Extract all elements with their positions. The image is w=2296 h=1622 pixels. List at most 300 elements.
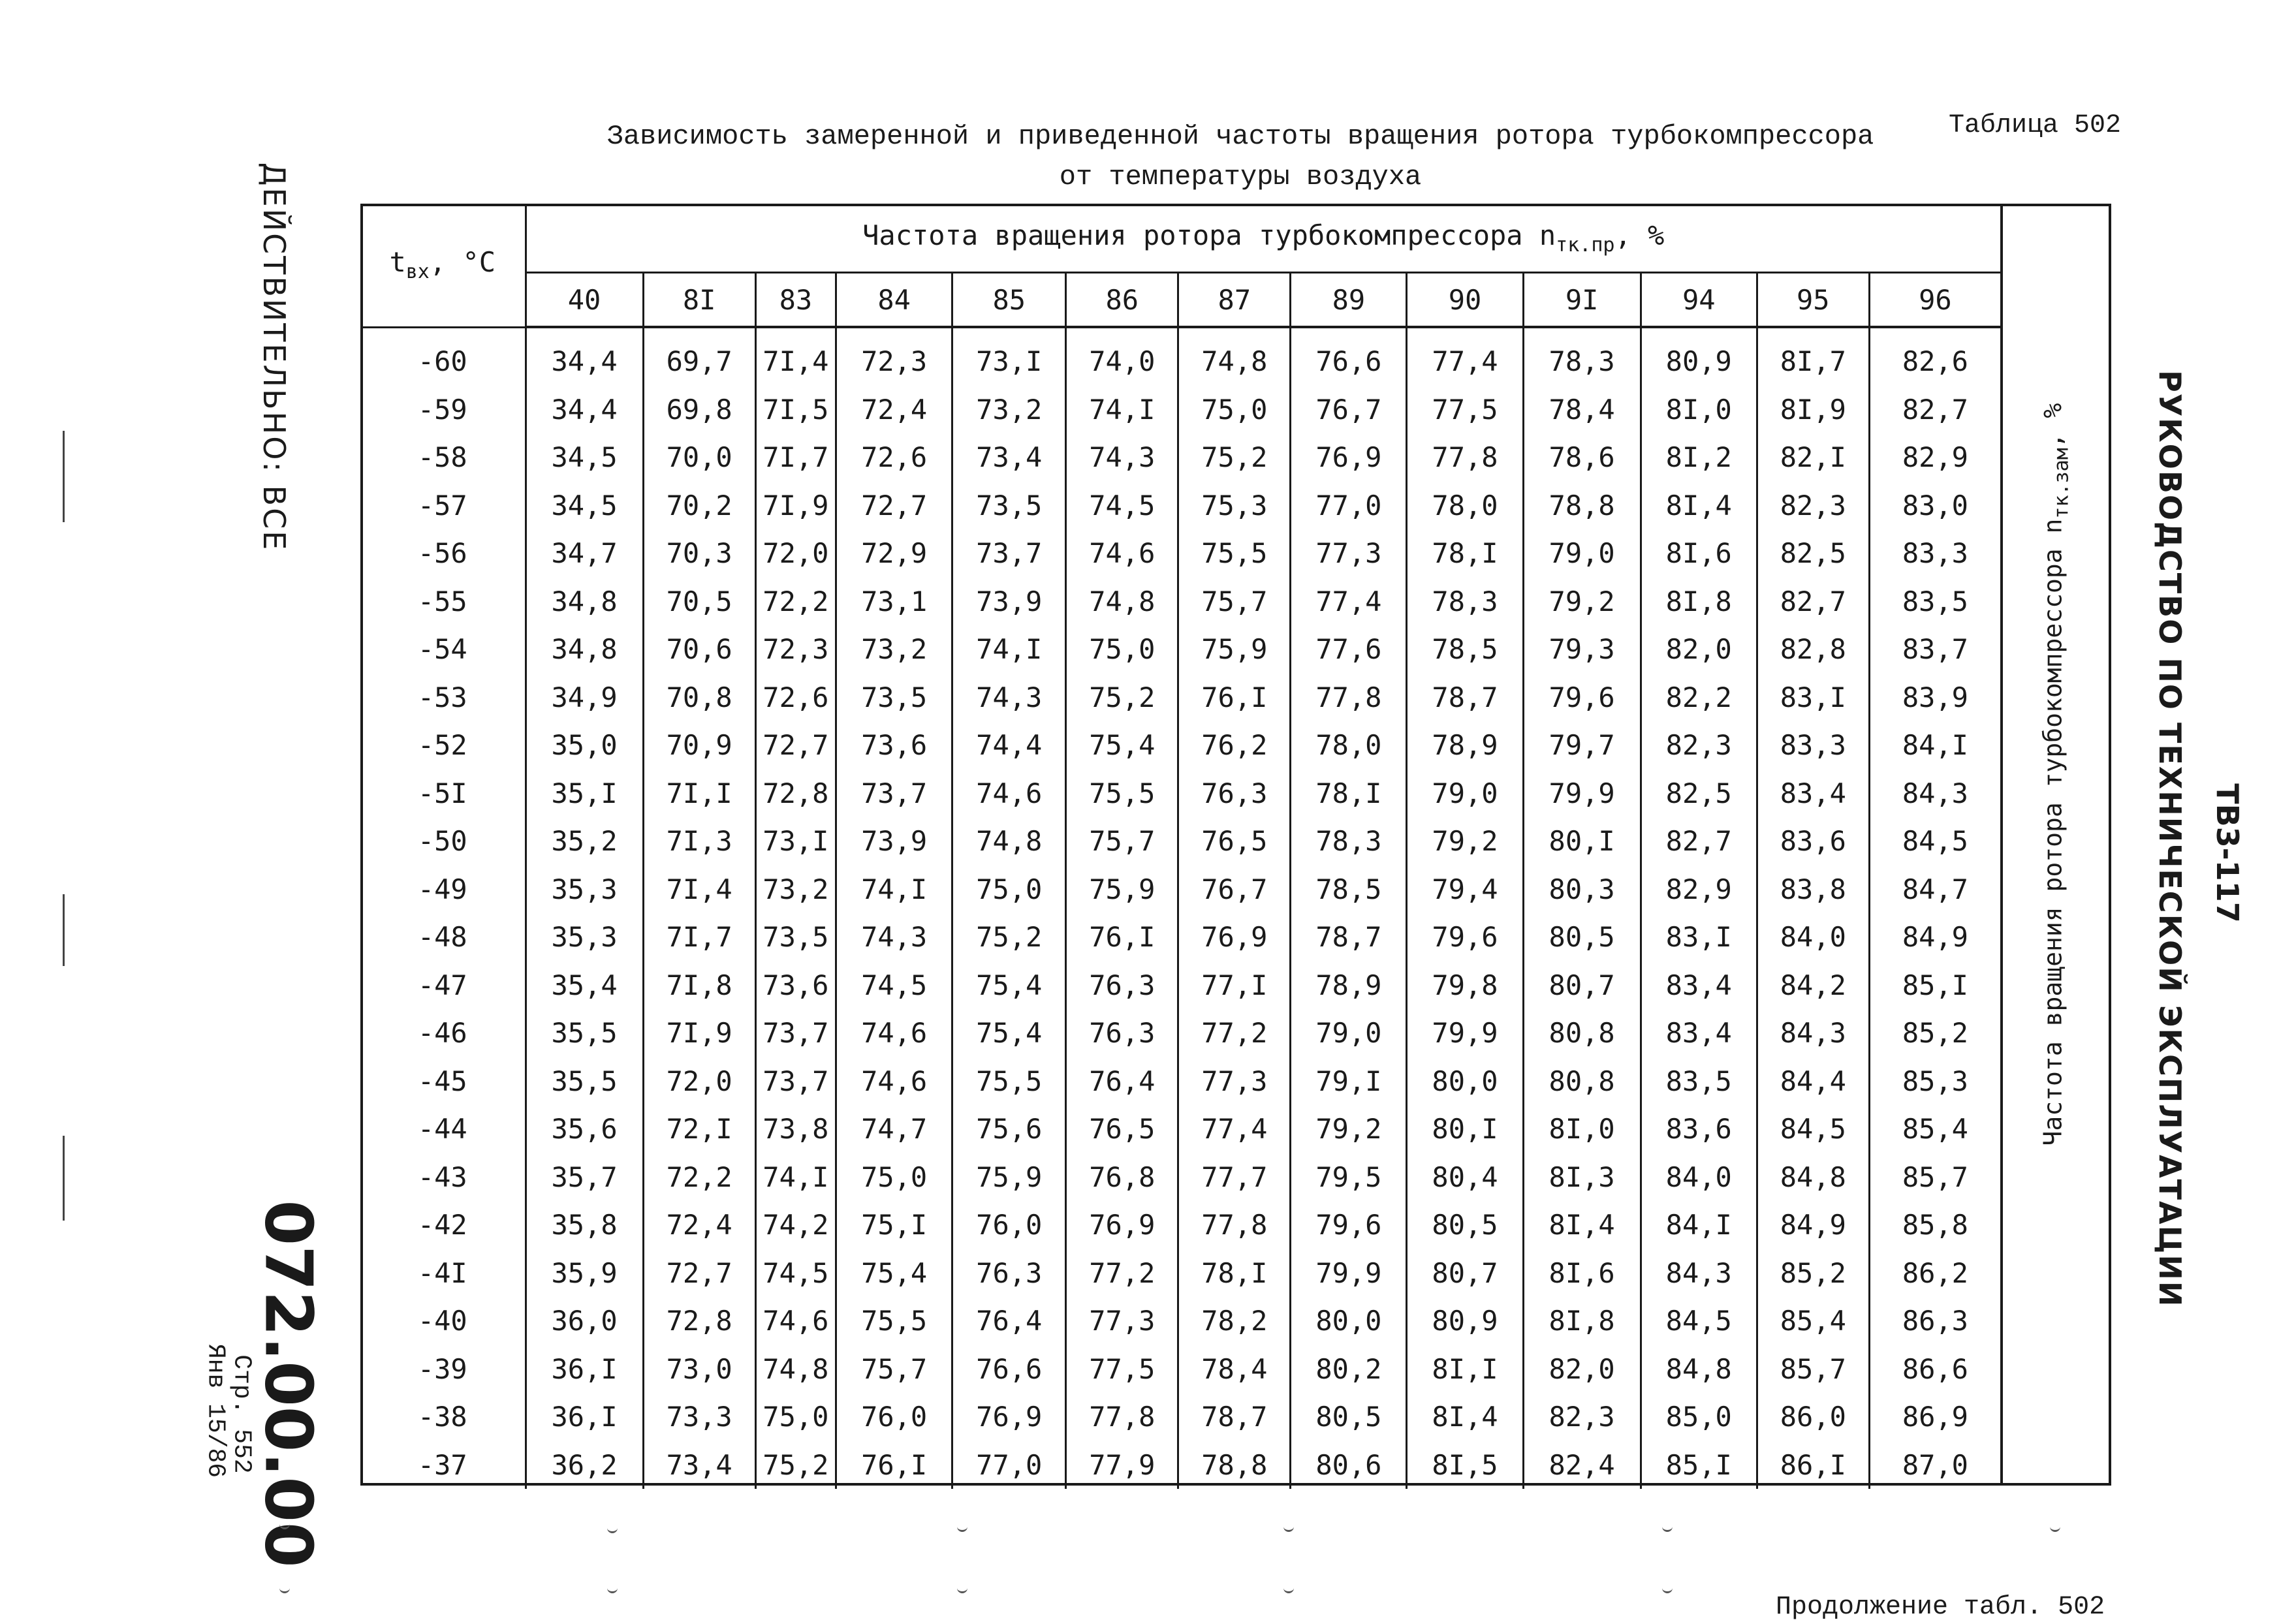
- speed-value-cell: 82,3: [1757, 482, 1869, 530]
- table-row: [360, 578, 2000, 626]
- speed-value-cell: 78,5: [1407, 625, 1523, 674]
- speed-value-cell: 83,9: [1869, 674, 2000, 722]
- temperature-cell: -55: [417, 585, 467, 617]
- speed-value-cell: 70,5: [643, 578, 755, 626]
- speed-value-cell: 76,7: [1291, 386, 1407, 434]
- speed-column-header: 8I: [643, 273, 755, 328]
- speed-value-cell: 74,6: [755, 1297, 836, 1345]
- speed-value-cell: 82,7: [1757, 578, 1869, 626]
- speed-value-cell: 35,2: [526, 817, 643, 866]
- speed-value-cell: 75,2: [1178, 433, 1291, 482]
- speed-value-cell: 73,6: [755, 961, 836, 1010]
- speed-value-cell: 8I,2: [1641, 433, 1757, 482]
- speed-value-cell: 78,8: [1178, 1441, 1291, 1489]
- speed-value-cell: 79,8: [1407, 961, 1523, 1010]
- temperature-cell: -37: [417, 1448, 467, 1481]
- speed-value-cell: 84,3: [1641, 1249, 1757, 1298]
- speed-value-cell: 82,0: [1523, 1345, 1641, 1394]
- speed-value-cell: 79,6: [1523, 674, 1641, 722]
- speed-value-cell: 70,2: [643, 482, 755, 530]
- speed-value-cell: 77,6: [1291, 625, 1407, 674]
- speed-value-cell: 73,7: [755, 1009, 836, 1057]
- speed-value-cell: 74,I: [1066, 386, 1178, 434]
- speed-value-cell: 77,4: [1291, 578, 1407, 626]
- spacer-cell: [1641, 327, 1757, 337]
- table-body: [360, 327, 2000, 1489]
- table-row: [360, 770, 2000, 818]
- speed-value-cell: 83,5: [1869, 578, 2000, 626]
- speed-value-cell: 84,I: [1641, 1201, 1757, 1249]
- speed-value-cell: 78,7: [1291, 913, 1407, 961]
- speed-value-cell: 75,5: [952, 1057, 1066, 1106]
- speed-columns-row: [360, 273, 2000, 328]
- speed-value-cell: 77,7: [1178, 1153, 1291, 1202]
- speed-value-cell: 72,2: [643, 1153, 755, 1202]
- speed-value-cell: 74,8: [755, 1345, 836, 1394]
- speed-value-cell: 8I,9: [1757, 386, 1869, 434]
- header-spacer-row: [360, 327, 2000, 337]
- speed-value-cell: 76,I: [1178, 674, 1291, 722]
- speed-value-cell: 75,4: [1066, 721, 1178, 770]
- speed-value-cell: 82,5: [1641, 770, 1757, 818]
- page-number: Стр. 552: [227, 1354, 256, 1474]
- speed-value-cell: 79,2: [1523, 578, 1641, 626]
- speed-value-cell: 74,2: [755, 1201, 836, 1249]
- speed-value-cell: 73,7: [836, 770, 952, 818]
- table-row: [360, 817, 2000, 866]
- speed-value-cell: 75,4: [836, 1249, 952, 1298]
- table-row: [360, 1297, 2000, 1345]
- speed-column-header: 83: [755, 273, 836, 328]
- speed-value-cell: 7I,3: [643, 817, 755, 866]
- speed-value-cell: 79,0: [1407, 770, 1523, 818]
- speed-value-cell: 8I,7: [1757, 337, 1869, 386]
- speed-value-cell: 79,0: [1523, 529, 1641, 578]
- table-row: [360, 386, 2000, 434]
- speed-value-cell: 79,I: [1291, 1057, 1407, 1106]
- speed-value-cell: 74,5: [755, 1249, 836, 1298]
- speed-value-cell: 75,7: [1066, 817, 1178, 866]
- speed-value-cell: 75,I: [836, 1201, 952, 1249]
- speed-value-cell: 35,8: [526, 1201, 643, 1249]
- speed-value-cell: 73,I: [952, 337, 1066, 386]
- speed-value-cell: 7I,8: [643, 961, 755, 1010]
- spacer-cell: [1407, 327, 1523, 337]
- speed-value-cell: 82,0: [1641, 625, 1757, 674]
- speed-value-cell: 73,8: [755, 1105, 836, 1153]
- speed-value-cell: 75,2: [755, 1441, 836, 1489]
- speed-value-cell: 80,5: [1291, 1393, 1407, 1441]
- speed-value-cell: 73,3: [643, 1393, 755, 1441]
- speed-value-cell: 87,0: [1869, 1441, 2000, 1489]
- speed-value-cell: 8I,I: [1407, 1345, 1523, 1394]
- speed-value-cell: 73,2: [952, 386, 1066, 434]
- speed-value-cell: 75,9: [952, 1153, 1066, 1202]
- speed-value-cell: 80,0: [1407, 1057, 1523, 1106]
- speed-value-cell: 72,3: [836, 337, 952, 386]
- scan-mark: [2050, 1523, 2060, 1532]
- speed-value-cell: 72,7: [836, 482, 952, 530]
- speed-value-cell: 77,4: [1178, 1105, 1291, 1153]
- speed-value-cell: 75,7: [1178, 578, 1291, 626]
- speed-value-cell: 8I,0: [1641, 386, 1757, 434]
- speed-value-cell: 79,0: [1291, 1009, 1407, 1057]
- temperature-cell: -39: [417, 1352, 467, 1385]
- temperature-cell: -47: [417, 969, 467, 1001]
- speed-value-cell: 72,0: [643, 1057, 755, 1106]
- speed-value-cell: 35,5: [526, 1057, 643, 1106]
- speed-value-cell: 85,3: [1869, 1057, 2000, 1106]
- speed-value-cell: 73,2: [755, 866, 836, 914]
- speed-value-cell: 36,2: [526, 1441, 643, 1489]
- speed-value-cell: 74,8: [1178, 337, 1291, 386]
- page-date: Янв 15/86: [201, 1343, 230, 1478]
- speed-value-cell: 76,5: [1178, 817, 1291, 866]
- speed-value-cell: 78,9: [1407, 721, 1523, 770]
- caption-line-2: от температуры воздуха: [1059, 161, 1422, 193]
- speed-value-cell: 80,4: [1407, 1153, 1523, 1202]
- table-row: [360, 529, 2000, 578]
- speed-value-cell: 84,9: [1869, 913, 2000, 961]
- speed-value-cell: 77,4: [1407, 337, 1523, 386]
- speed-value-cell: 74,3: [952, 674, 1066, 722]
- speed-value-cell: 79,9: [1291, 1249, 1407, 1298]
- speed-value-cell: 77,I: [1178, 961, 1291, 1010]
- manual-code: ТВ3-117: [2210, 783, 2245, 923]
- speed-value-cell: 82,9: [1641, 866, 1757, 914]
- speed-value-cell: 77,3: [1291, 529, 1407, 578]
- speed-value-cell: 77,9: [1066, 1441, 1178, 1489]
- speed-value-cell: 80,8: [1523, 1009, 1641, 1057]
- speed-value-cell: 84,4: [1757, 1057, 1869, 1106]
- speed-value-cell: 73,4: [643, 1441, 755, 1489]
- speed-value-cell: 74,3: [836, 913, 952, 961]
- speed-value-cell: 75,3: [1178, 482, 1291, 530]
- speed-column-header: 9I: [1523, 273, 1641, 328]
- speed-value-cell: 36,0: [526, 1297, 643, 1345]
- speed-value-cell: 74,4: [952, 721, 1066, 770]
- temperature-cell: -46: [417, 1017, 467, 1050]
- speed-value-cell: 80,2: [1291, 1345, 1407, 1394]
- speed-value-cell: 84,5: [1869, 817, 2000, 866]
- speed-value-cell: 34,8: [526, 625, 643, 674]
- spacer-cell: [526, 327, 643, 337]
- scan-mark: [1662, 1585, 1673, 1593]
- speed-value-cell: 75,0: [952, 866, 1066, 914]
- speed-value-cell: 34,4: [526, 337, 643, 386]
- speed-value-cell: 79,7: [1523, 721, 1641, 770]
- speed-value-cell: 76,8: [1066, 1153, 1178, 1202]
- speed-value-cell: 75,9: [1066, 866, 1178, 914]
- table-row: [360, 913, 2000, 961]
- speed-value-cell: 76,0: [952, 1201, 1066, 1249]
- speed-value-cell: 75,0: [1066, 625, 1178, 674]
- speed-column-header: 94: [1641, 273, 1757, 328]
- speed-value-cell: 7I,4: [643, 866, 755, 914]
- speed-value-cell: 76,I: [836, 1441, 952, 1489]
- caption-line-1: Зависимость замеренной и приведенной частоты вращения ротора турбокомпрессора: [606, 121, 1874, 152]
- speed-value-cell: 78,4: [1523, 386, 1641, 434]
- table-row: [360, 1345, 2000, 1394]
- speed-value-cell: 72,2: [755, 578, 836, 626]
- binder-mark: [63, 431, 65, 522]
- speed-value-cell: 7I,5: [755, 386, 836, 434]
- speed-value-cell: 70,9: [643, 721, 755, 770]
- effectivity-note: ДЕЙСТВИТЕЛЬНО: ВСЕ: [257, 162, 292, 552]
- speed-value-cell: 84,I: [1869, 721, 2000, 770]
- scan-mark: [607, 1525, 618, 1533]
- temp-column-header: $t_{вх}$, °C: [360, 204, 526, 327]
- speed-value-cell: 80,I: [1523, 817, 1641, 866]
- speed-value-cell: 73,7: [952, 529, 1066, 578]
- speed-value-cell: 79,9: [1523, 770, 1641, 818]
- speed-value-cell: 75,0: [836, 1153, 952, 1202]
- speed-value-cell: 8I,3: [1523, 1153, 1641, 1202]
- speed-value-cell: 76,4: [952, 1297, 1066, 1345]
- speed-value-cell: 8I,6: [1523, 1249, 1641, 1298]
- speed-value-cell: 72,8: [755, 770, 836, 818]
- speed-value-cell: 86,2: [1869, 1249, 2000, 1298]
- speed-value-cell: 34,5: [526, 482, 643, 530]
- speed-value-cell: 82,7: [1869, 386, 2000, 434]
- temperature-cell: -56: [417, 537, 467, 570]
- temperature-cell: -58: [417, 441, 467, 474]
- speed-value-cell: 34,9: [526, 674, 643, 722]
- speed-column-header: 40: [526, 273, 643, 328]
- speed-value-cell: 85,I: [1869, 961, 2000, 1010]
- temperature-cell: -38: [417, 1401, 467, 1433]
- speed-value-cell: 80,5: [1407, 1201, 1523, 1249]
- speed-value-cell: 85,2: [1869, 1009, 2000, 1057]
- scan-mark: [607, 1585, 618, 1593]
- speed-value-cell: 82,3: [1641, 721, 1757, 770]
- table-row: [360, 1441, 2000, 1489]
- table-row: [360, 433, 2000, 482]
- speed-value-cell: 72,8: [643, 1297, 755, 1345]
- speed-value-cell: 73,1: [836, 578, 952, 626]
- table-row: [360, 1105, 2000, 1153]
- speed-value-cell: 76,6: [952, 1345, 1066, 1394]
- table-row: [360, 625, 2000, 674]
- speed-value-cell: 78,6: [1523, 433, 1641, 482]
- speed-value-cell: 75,5: [836, 1297, 952, 1345]
- speed-group-header: Частота вращения ротора турбокомпрессора $n_{тк.пр}$, %: [526, 204, 2000, 273]
- speed-value-cell: 77,0: [1291, 482, 1407, 530]
- speed-value-cell: 80,9: [1641, 337, 1757, 386]
- rotor-speed-table: [360, 204, 2000, 1489]
- speed-value-cell: 75,0: [1178, 386, 1291, 434]
- temperature-cell: -5I: [417, 777, 467, 809]
- speed-value-cell: 79,4: [1407, 866, 1523, 914]
- speed-value-cell: 72,6: [836, 433, 952, 482]
- speed-column-header: 85: [952, 273, 1066, 328]
- speed-value-cell: 34,5: [526, 433, 643, 482]
- speed-value-cell: 73,I: [755, 817, 836, 866]
- speed-value-cell: 35,3: [526, 913, 643, 961]
- speed-value-cell: 76,3: [952, 1249, 1066, 1298]
- temperature-cell: -54: [417, 633, 467, 666]
- speed-value-cell: 84,7: [1869, 866, 2000, 914]
- speed-value-cell: 82,2: [1641, 674, 1757, 722]
- scan-mark: [279, 1585, 290, 1593]
- speed-value-cell: 83,3: [1757, 721, 1869, 770]
- speed-value-cell: 77,2: [1178, 1009, 1291, 1057]
- speed-value-cell: 82,3: [1523, 1393, 1641, 1441]
- speed-value-cell: 36,I: [526, 1345, 643, 1394]
- speed-value-cell: 75,5: [1066, 770, 1178, 818]
- speed-value-cell: 70,8: [643, 674, 755, 722]
- spacer-cell: [1523, 327, 1641, 337]
- table-number-label: Таблица 502: [1949, 111, 2122, 140]
- speed-value-cell: 8I,6: [1641, 529, 1757, 578]
- speed-value-cell: 75,9: [1178, 625, 1291, 674]
- speed-value-cell: 83,4: [1757, 770, 1869, 818]
- speed-value-cell: 72,0: [755, 529, 836, 578]
- speed-value-cell: 85,4: [1757, 1297, 1869, 1345]
- speed-value-cell: 74,6: [1066, 529, 1178, 578]
- speed-value-cell: 83,6: [1641, 1105, 1757, 1153]
- temperature-cell: -45: [417, 1065, 467, 1097]
- speed-value-cell: 76,9: [952, 1393, 1066, 1441]
- table-row: [360, 866, 2000, 914]
- speed-value-cell: 36,I: [526, 1393, 643, 1441]
- speed-value-cell: 84,3: [1757, 1009, 1869, 1057]
- temperature-cell: -40: [417, 1305, 467, 1337]
- speed-value-cell: 80,7: [1523, 961, 1641, 1010]
- speed-value-cell: 74,6: [836, 1057, 952, 1106]
- speed-value-cell: 85,4: [1869, 1105, 2000, 1153]
- speed-value-cell: 86,6: [1869, 1345, 2000, 1394]
- scan-mark: [1283, 1523, 1294, 1532]
- speed-column-header: 95: [1757, 273, 1869, 328]
- speed-value-cell: 77,5: [1066, 1345, 1178, 1394]
- speed-value-cell: 83,5: [1641, 1057, 1757, 1106]
- speed-value-cell: 72,I: [643, 1105, 755, 1153]
- speed-value-cell: 73,9: [952, 578, 1066, 626]
- speed-value-cell: 8I,4: [1641, 482, 1757, 530]
- speed-value-cell: 73,7: [755, 1057, 836, 1106]
- spacer-cell: [1178, 327, 1291, 337]
- speed-value-cell: 8I,8: [1523, 1297, 1641, 1345]
- speed-value-cell: 78,I: [1178, 1249, 1291, 1298]
- speed-value-cell: 8I,4: [1407, 1393, 1523, 1441]
- speed-value-cell: 84,5: [1757, 1105, 1869, 1153]
- spacer-cell: [643, 327, 755, 337]
- speed-value-cell: 83,8: [1757, 866, 1869, 914]
- speed-value-cell: 77,8: [1066, 1393, 1178, 1441]
- speed-value-cell: 84,0: [1757, 913, 1869, 961]
- speed-value-cell: 86,9: [1869, 1393, 2000, 1441]
- temperature-cell: -50: [417, 825, 467, 858]
- speed-value-cell: 86,3: [1869, 1297, 2000, 1345]
- speed-column-header: 89: [1291, 273, 1407, 328]
- speed-value-cell: 7I,7: [755, 433, 836, 482]
- speed-value-cell: 80,6: [1291, 1441, 1407, 1489]
- speed-value-cell: 85,I: [1641, 1441, 1757, 1489]
- speed-value-cell: 35,7: [526, 1153, 643, 1202]
- speed-value-cell: 8I,8: [1641, 578, 1757, 626]
- speed-value-cell: 76,2: [1178, 721, 1291, 770]
- spacer-cell: [1757, 327, 1869, 337]
- speed-value-cell: 78,I: [1291, 770, 1407, 818]
- speed-value-cell: 35,9: [526, 1249, 643, 1298]
- speed-value-cell: 84,2: [1757, 961, 1869, 1010]
- speed-value-cell: 34,7: [526, 529, 643, 578]
- spacer-cell: [755, 327, 836, 337]
- speed-value-cell: 80,I: [1407, 1105, 1523, 1153]
- speed-value-cell: 84,0: [1641, 1153, 1757, 1202]
- speed-value-cell: 76,3: [1178, 770, 1291, 818]
- speed-value-cell: 84,8: [1641, 1345, 1757, 1394]
- temperature-cell: -53: [417, 681, 467, 713]
- speed-value-cell: 84,8: [1757, 1153, 1869, 1202]
- speed-column-header: 87: [1178, 273, 1291, 328]
- speed-value-cell: 69,7: [643, 337, 755, 386]
- speed-value-cell: 80,8: [1523, 1057, 1641, 1106]
- speed-value-cell: 78,7: [1407, 674, 1523, 722]
- speed-value-cell: 79,3: [1523, 625, 1641, 674]
- speed-value-cell: 75,2: [1066, 674, 1178, 722]
- speed-value-cell: 7I,I: [643, 770, 755, 818]
- speed-value-cell: 77,8: [1178, 1201, 1291, 1249]
- manual-title: РУКОВОДСТВО ПО ТЕХНИЧЕСКОЙ ЭКСПЛУАТАЦИИ: [2152, 370, 2188, 1308]
- scan-mark: [957, 1523, 967, 1532]
- speed-value-cell: 76,4: [1066, 1057, 1178, 1106]
- speed-value-cell: 8I,0: [1523, 1105, 1641, 1153]
- speed-value-cell: 73,5: [755, 913, 836, 961]
- temperature-cell: -44: [417, 1113, 467, 1146]
- speed-value-cell: 7I,4: [755, 337, 836, 386]
- speed-value-cell: 76,3: [1066, 961, 1178, 1010]
- speed-value-cell: 78,2: [1178, 1297, 1291, 1345]
- speed-value-cell: 74,5: [1066, 482, 1178, 530]
- speed-value-cell: 80,9: [1407, 1297, 1523, 1345]
- speed-column-header: 96: [1869, 273, 2000, 328]
- speed-value-cell: 74,5: [836, 961, 952, 1010]
- table-row: [360, 721, 2000, 770]
- speed-value-cell: 34,8: [526, 578, 643, 626]
- speed-value-cell: 75,4: [952, 961, 1066, 1010]
- speed-value-cell: 77,0: [952, 1441, 1066, 1489]
- table-row: [360, 1009, 2000, 1057]
- speed-value-cell: 78,7: [1178, 1393, 1291, 1441]
- speed-value-cell: 74,0: [1066, 337, 1178, 386]
- temperature-cell: -4I: [417, 1256, 467, 1289]
- speed-value-cell: 74,8: [952, 817, 1066, 866]
- table-row: [360, 482, 2000, 530]
- temperature-cell: -59: [417, 393, 467, 426]
- speed-value-cell: 35,3: [526, 866, 643, 914]
- speed-value-cell: 75,2: [952, 913, 1066, 961]
- speed-value-cell: 80,5: [1523, 913, 1641, 961]
- speed-value-cell: 80,3: [1523, 866, 1641, 914]
- speed-value-cell: 86,I: [1757, 1441, 1869, 1489]
- speed-value-cell: 75,0: [755, 1393, 836, 1441]
- temperature-cell: -52: [417, 729, 467, 762]
- speed-value-cell: 78,0: [1407, 482, 1523, 530]
- speed-value-cell: 83,0: [1869, 482, 2000, 530]
- table-row: [360, 1201, 2000, 1249]
- speed-value-cell: 78,0: [1291, 721, 1407, 770]
- spacer-cell: [1291, 327, 1407, 337]
- speed-value-cell: 79,2: [1291, 1105, 1407, 1153]
- speed-value-cell: 74,6: [952, 770, 1066, 818]
- speed-value-cell: 82,7: [1641, 817, 1757, 866]
- speed-value-cell: 77,8: [1291, 674, 1407, 722]
- speed-value-cell: 84,5: [1641, 1297, 1757, 1345]
- scan-mark: [1283, 1585, 1294, 1593]
- speed-value-cell: 74,3: [1066, 433, 1178, 482]
